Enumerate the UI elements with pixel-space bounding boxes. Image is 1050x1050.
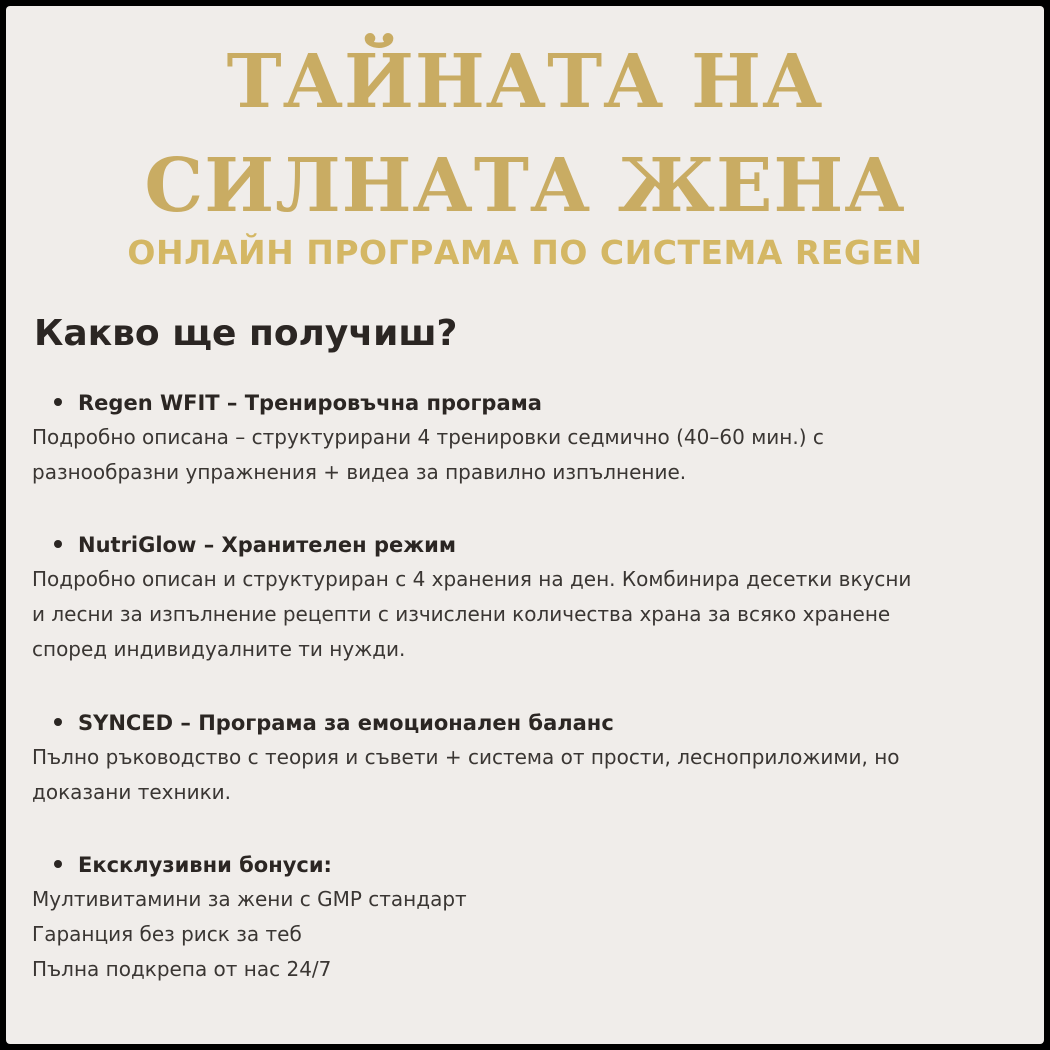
bonus-list: Мултивитамини за жени с GMP стандарт Гаранция без риск за теб Пълна подкрепа от нас 24/7	[32, 887, 467, 981]
feature-item-wfit	[32, 386, 1022, 490]
feature-item-nutriglow	[32, 528, 1022, 667]
feature-title-text: SYNCED – Програма за емоционален баланс	[78, 711, 614, 735]
feature-title	[32, 386, 1022, 420]
title-line-2: СИЛНАТА ЖЕНА	[144, 143, 906, 229]
page-frame	[6, 6, 1044, 1044]
feature-title	[32, 706, 1022, 740]
bullet-icon	[54, 860, 62, 868]
bullet-icon	[54, 718, 62, 726]
title-line-1: ТАЙНАТА НА	[226, 39, 824, 125]
bullet-icon	[54, 540, 62, 548]
bullet-icon	[54, 398, 62, 406]
feature-title-text: NutriGlow – Хранителен режим	[78, 533, 457, 557]
feature-item-bonuses	[32, 848, 1022, 987]
feature-title-text: Ексклузивни бонуси:	[78, 853, 332, 877]
subtitle: ОНЛАЙН ПРОГРАМА ПО СИСТЕМА REGEN	[127, 233, 923, 272]
feature-title	[32, 528, 1022, 562]
feature-description: Подробно описан и структуриран с 4 хранения на ден. Комбинира десетки вкусни и лесни за изпълнение рецепти с изчислени количества храна за всяко хранене според индивидуалните ти нужди.	[32, 567, 912, 661]
feature-description: Пълно ръководство с теория и съвети + система от прости, лесноприложими, но доказани техники.	[32, 745, 900, 804]
feature-title	[32, 848, 1022, 882]
feature-title-text: Regen WFIT – Тренировъчна програма	[78, 391, 542, 415]
feature-description: Подробно описана – структурирани 4 тренировки седмично (40–60 мин.) с разнообразни упражнения + видеа за правилно изпълнение.	[32, 425, 824, 484]
section-heading: Какво ще получиш?	[34, 313, 458, 354]
feature-item-synced	[32, 706, 1022, 810]
